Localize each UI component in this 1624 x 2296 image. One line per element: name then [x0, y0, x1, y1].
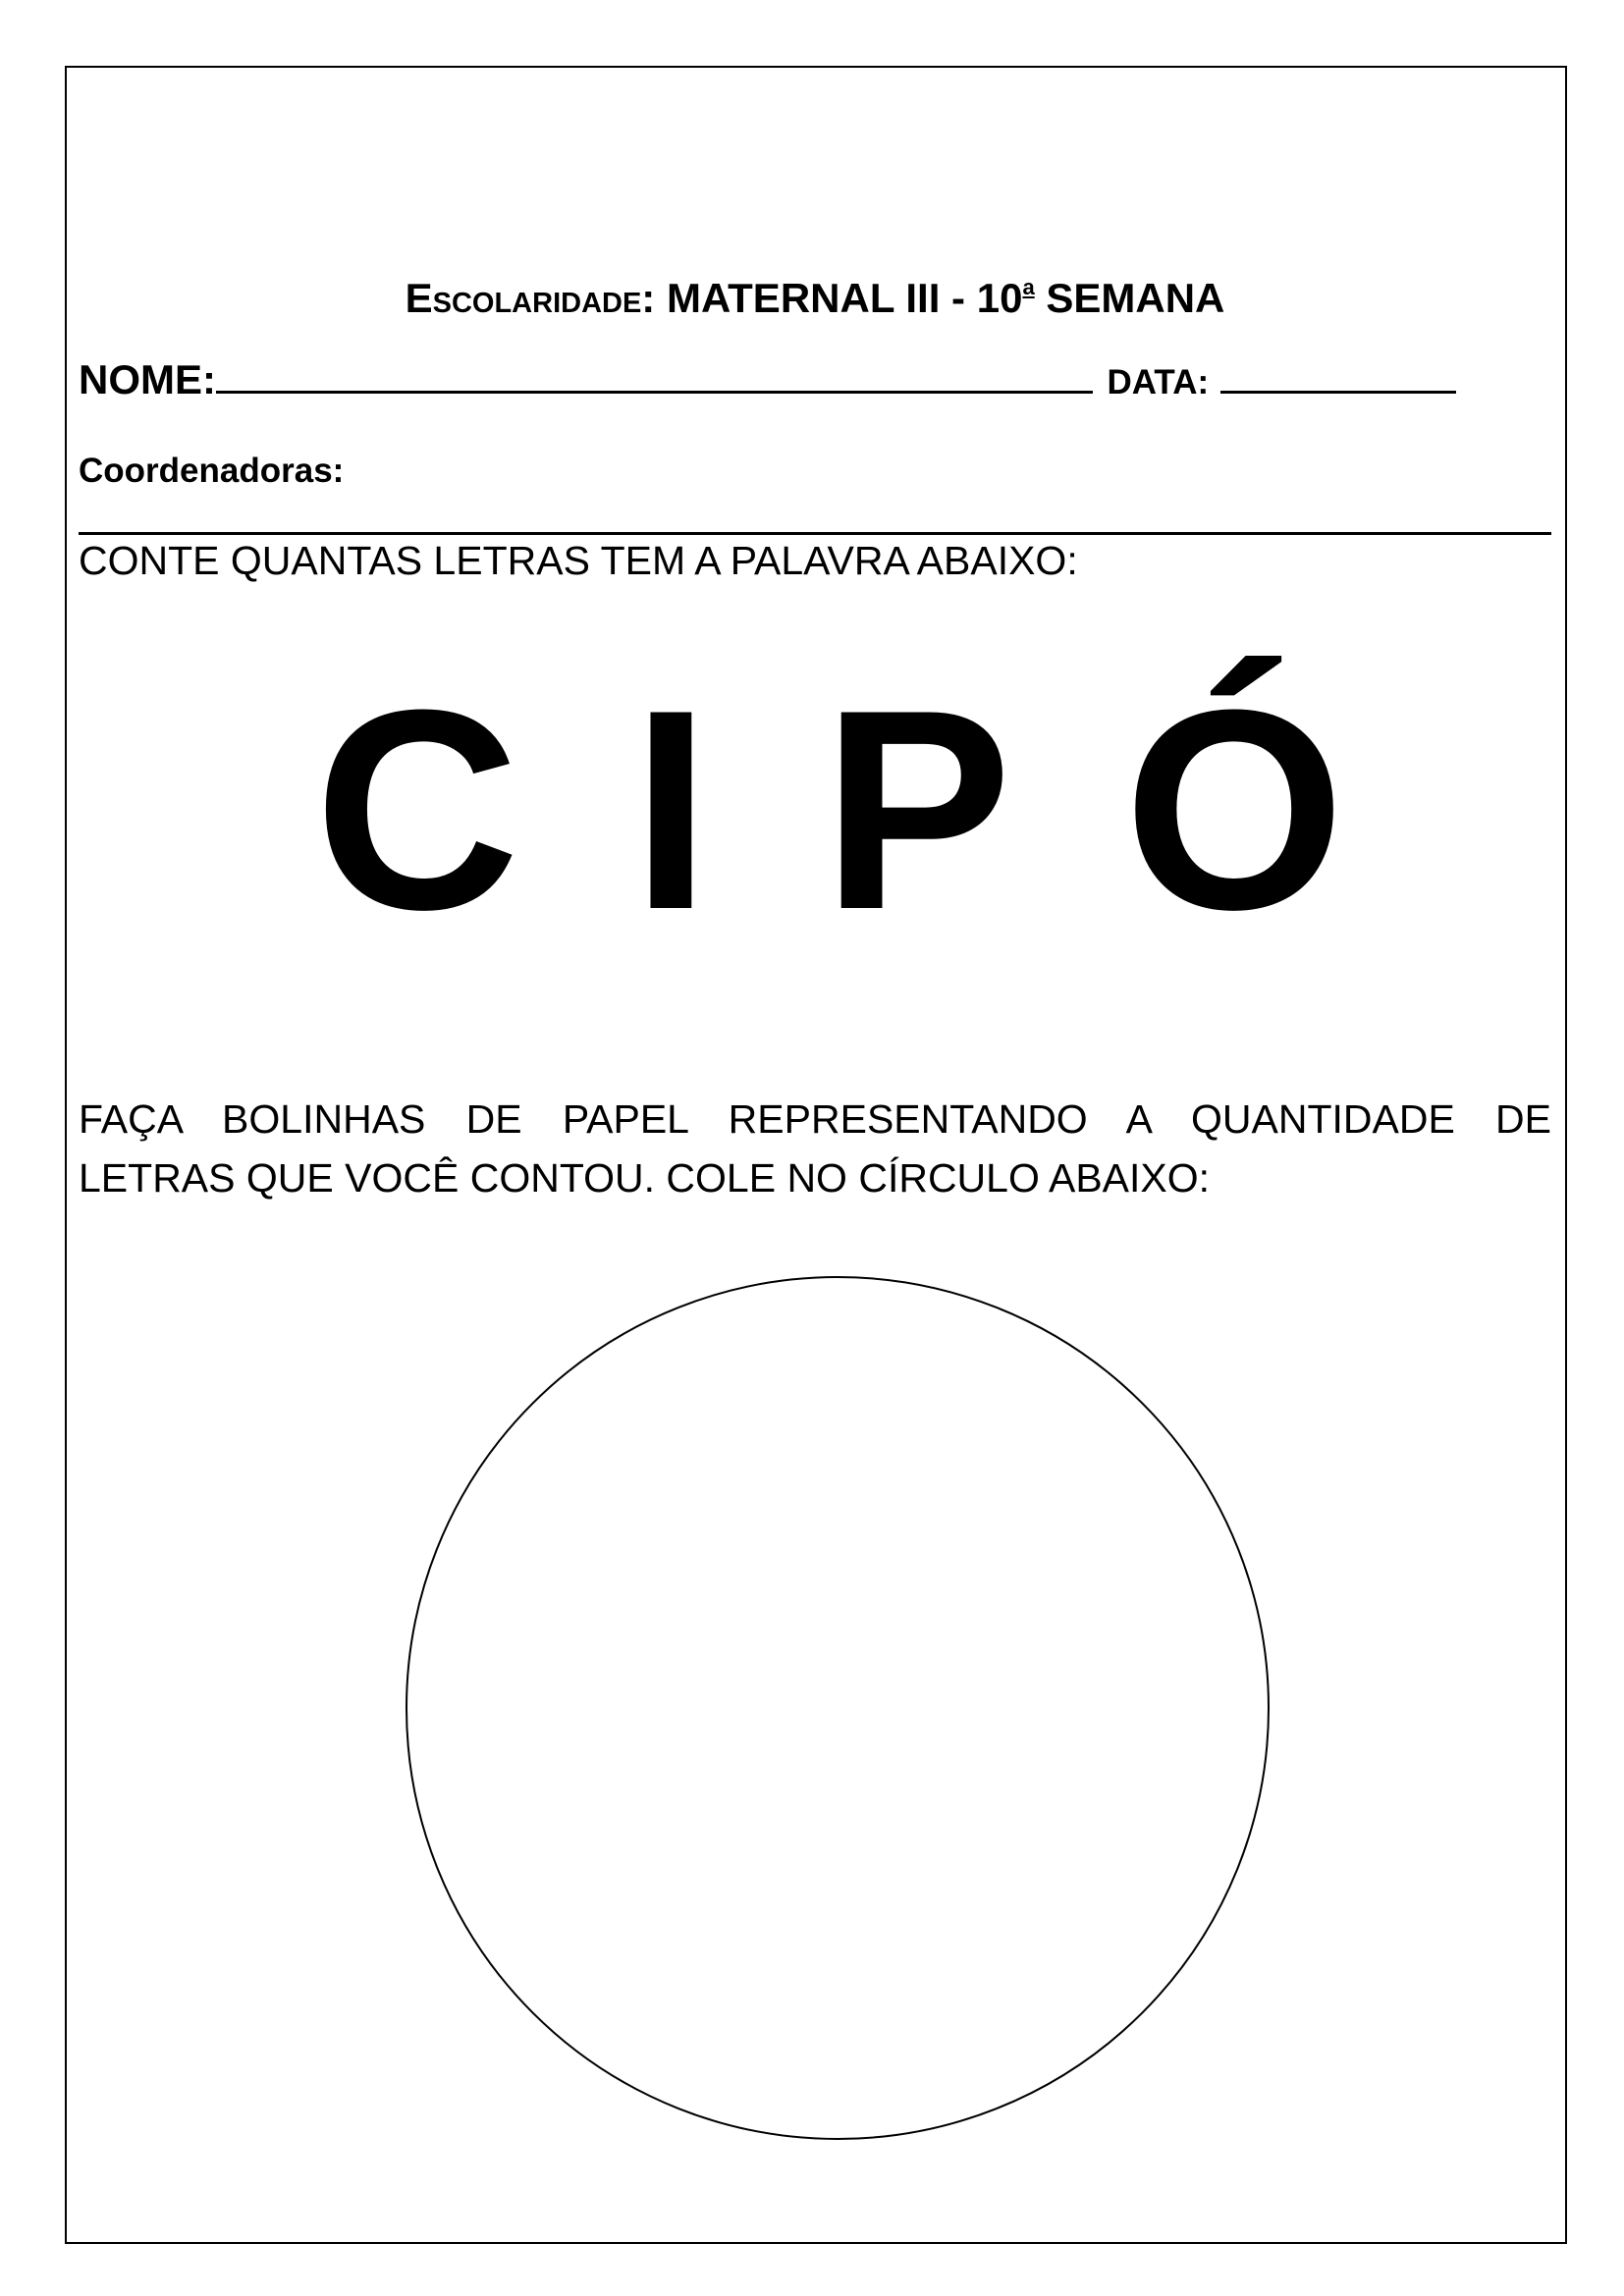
ordinal-indicator: a — [1022, 275, 1035, 299]
worksheet-header — [79, 275, 1551, 322]
word-display — [314, 638, 1345, 969]
glue-instruction-line-1: FAÇA BOLINHAS DE PAPEL REPRESENTANDO A QUANTIDADE DE — [79, 1096, 1551, 1142]
date-label: DATA: — [1107, 363, 1210, 401]
glue-instruction — [79, 1090, 1551, 1207]
separator-line — [79, 532, 1551, 535]
word-letter: C — [314, 651, 520, 969]
name-date-row — [79, 351, 1456, 403]
escolaridade-label: Escolaridade: — [405, 275, 656, 321]
word-letter: P — [822, 651, 1012, 969]
week-text: SEMANA — [1046, 275, 1225, 321]
name-field[interactable] — [216, 351, 1093, 394]
date-field[interactable] — [1220, 355, 1456, 394]
glue-circle[interactable] — [406, 1276, 1270, 2140]
glue-instruction-line-2: LETRAS QUE VOCÊ CONTOU. COLE NO CÍRCULO ABAIXO: — [79, 1155, 1211, 1201]
coordinators-label: Coordenadoras: — [79, 452, 345, 490]
level-text: MATERNAL III - 10 — [666, 275, 1023, 321]
name-label: NOME: — [79, 356, 216, 402]
word-letter: Ó — [1123, 651, 1345, 969]
word-letter: I — [631, 651, 711, 969]
count-instruction: CONTE QUANTAS LETRAS TEM A PALAVRA ABAIXO: — [79, 538, 1078, 583]
